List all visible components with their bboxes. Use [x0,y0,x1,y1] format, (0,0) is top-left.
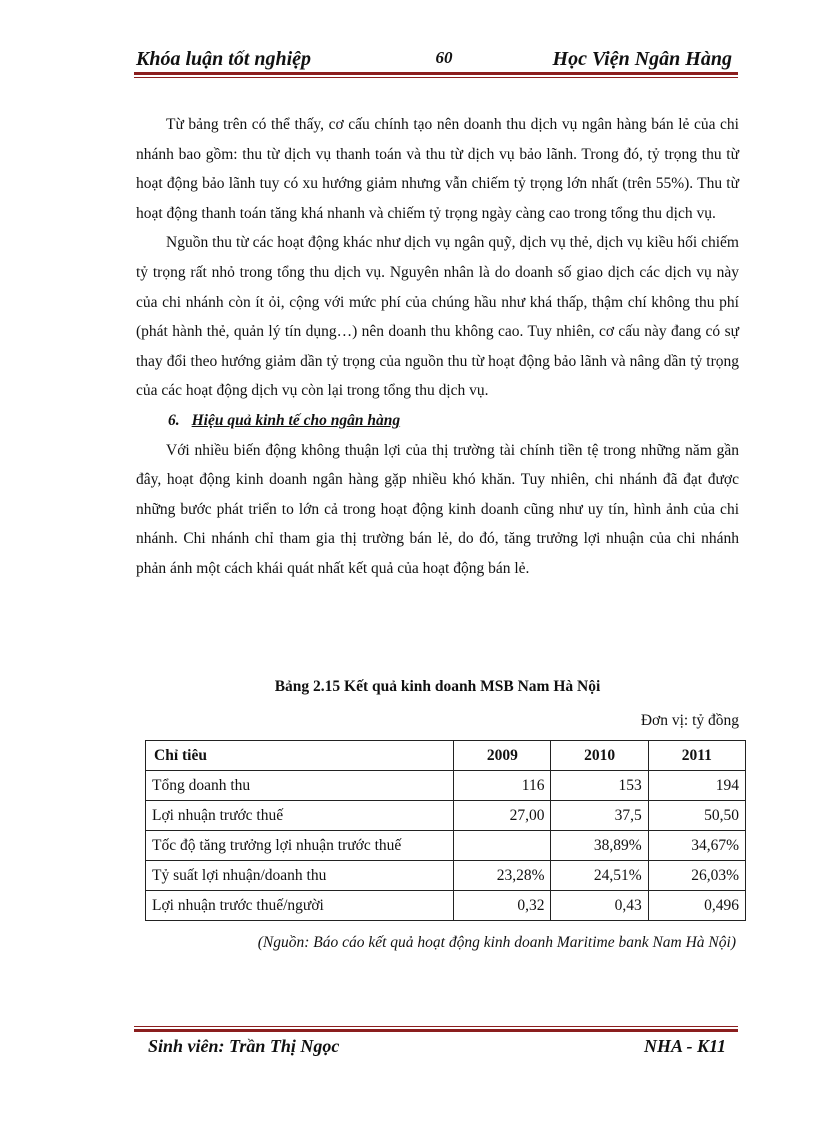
table-cell: Tốc độ tăng trưởng lợi nhuận trước thuế [146,831,454,861]
footer-class-code: NHA - K11 [643,1036,726,1056]
body-text [136,110,739,584]
section-number: 6. [168,411,180,429]
table-cell: Lợi nhuận trước thuế/người [146,891,454,921]
table-cell [454,831,551,861]
table-row [146,801,746,831]
paragraph-other-revenue: Nguồn thu từ các hoạt động khác như dịch vụ ngân quỹ, dịch vụ thẻ, dịch vụ kiều hối chiếm tỷ trọng rất nhỏ trong tổng thu dịch vụ. Nguyên nhân là do doanh số giao dịch các dịch vụ này của chi nhánh còn ít ỏi, cộng với mức phí của chúng hầu như khá thấp, thậm chí không thu phí (phát hành thẻ, quản lý tín dụng…) nên doanh thu không cao. Tuy nhiên, cơ cấu này đang có sự thay đổi theo hướng giảm dần tỷ trọng của nguồn thu từ hoạt động bảo lãnh và nâng dần tỷ trọng của các hoạt động dịch vụ còn lại trong tổng thu dịch vụ. [136,234,739,400]
table-cell: 38,89% [551,831,648,861]
page-footer [148,1036,726,1060]
table-cell: 37,5 [551,801,648,831]
section-heading [136,406,739,436]
table-cell: 27,00 [454,801,551,831]
table-cell: 24,51% [551,861,648,891]
paragraph-economic-efficiency: Với nhiều biến động không thuận lợi của thị trường tài chính tiền tệ trong những năm gần đây, hoạt động kinh doanh ngân hàng gặp nhiều khó khăn. Tuy nhiên, chi nhánh đã đạt được những bước phát triển to lớn cả trong hoạt động kinh doanh cũng như uy tín, hình ảnh của chi nhánh. Chi nhánh chỉ tham gia thị trường bán lẻ, do đó, tăng trưởng lợi nhuận của chi nhánh phản ánh một cách khái quát nhất kết quả của hoạt động bán lẻ. [136,441,739,577]
table-cell: 0,32 [454,891,551,921]
table-cell: 34,67% [648,831,745,861]
table-row [146,771,746,801]
table-cell: 26,03% [648,861,745,891]
table-source: (Nguồn: Báo cáo kết quả hoạt động kinh doanh Maritime bank Nam Hà Nội) [257,934,736,951]
table-row [146,831,746,861]
section-title: Hiệu quả kinh tế cho ngân hàng [191,411,401,429]
table-cell: 153 [551,771,648,801]
footer-divider-thick [134,1029,738,1032]
table-cell: 0,496 [648,891,745,921]
table-unit: Đơn vị: tỷ đồng [640,712,739,729]
table-cell: 50,50 [648,801,745,831]
header-cell: 2009 [454,741,551,771]
table-cell: 116 [454,771,551,801]
table-row [146,861,746,891]
table-cell: Tỷ suất lợi nhuận/doanh thu [146,861,454,891]
header-divider-thick [134,72,738,75]
header-thesis-title: Khóa luận tốt nghiệp [136,48,312,70]
table-cell: 194 [648,771,745,801]
page-header [136,48,732,72]
header-cell: 2010 [551,741,648,771]
header-cell: 2011 [648,741,745,771]
table-cell: 23,28% [454,861,551,891]
table-row [146,891,746,921]
header-cell: Chỉ tiêu [146,741,454,771]
header-institution: Học Viện Ngân Hàng [552,48,732,70]
header-divider-thin [134,77,738,78]
table-cell: 0,43 [551,891,648,921]
business-results-table [145,740,746,921]
footer-divider-thin [134,1026,738,1027]
table-cell: Lợi nhuận trước thuế [146,801,454,831]
table-caption: Bảng 2.15 Kết quả kinh doanh MSB Nam Hà Nội [274,678,601,695]
table-cell: Tổng doanh thu [146,771,454,801]
page-number: 60 [435,48,453,67]
table-header-row [146,741,746,771]
paragraph-revenue-structure: Từ bảng trên có thể thấy, cơ cấu chính tạo nên doanh thu dịch vụ ngân hàng bán lẻ của chi nhánh bao gồm: thu từ dịch vụ thanh toán và thu từ dịch vụ bảo lãnh. Trong đó, tỷ trọng thu từ hoạt động bảo lãnh tuy có xu hướng giảm nhưng vẫn chiếm tỷ trọng lớn nhất (trên 55%). Thu từ hoạt động thanh toán tăng khá nhanh và chiếm tỷ trọng ngày càng cao trong tổng thu dịch vụ. [136,116,739,222]
footer-student-name: Sinh viên: Trần Thị Ngọc [148,1036,340,1056]
